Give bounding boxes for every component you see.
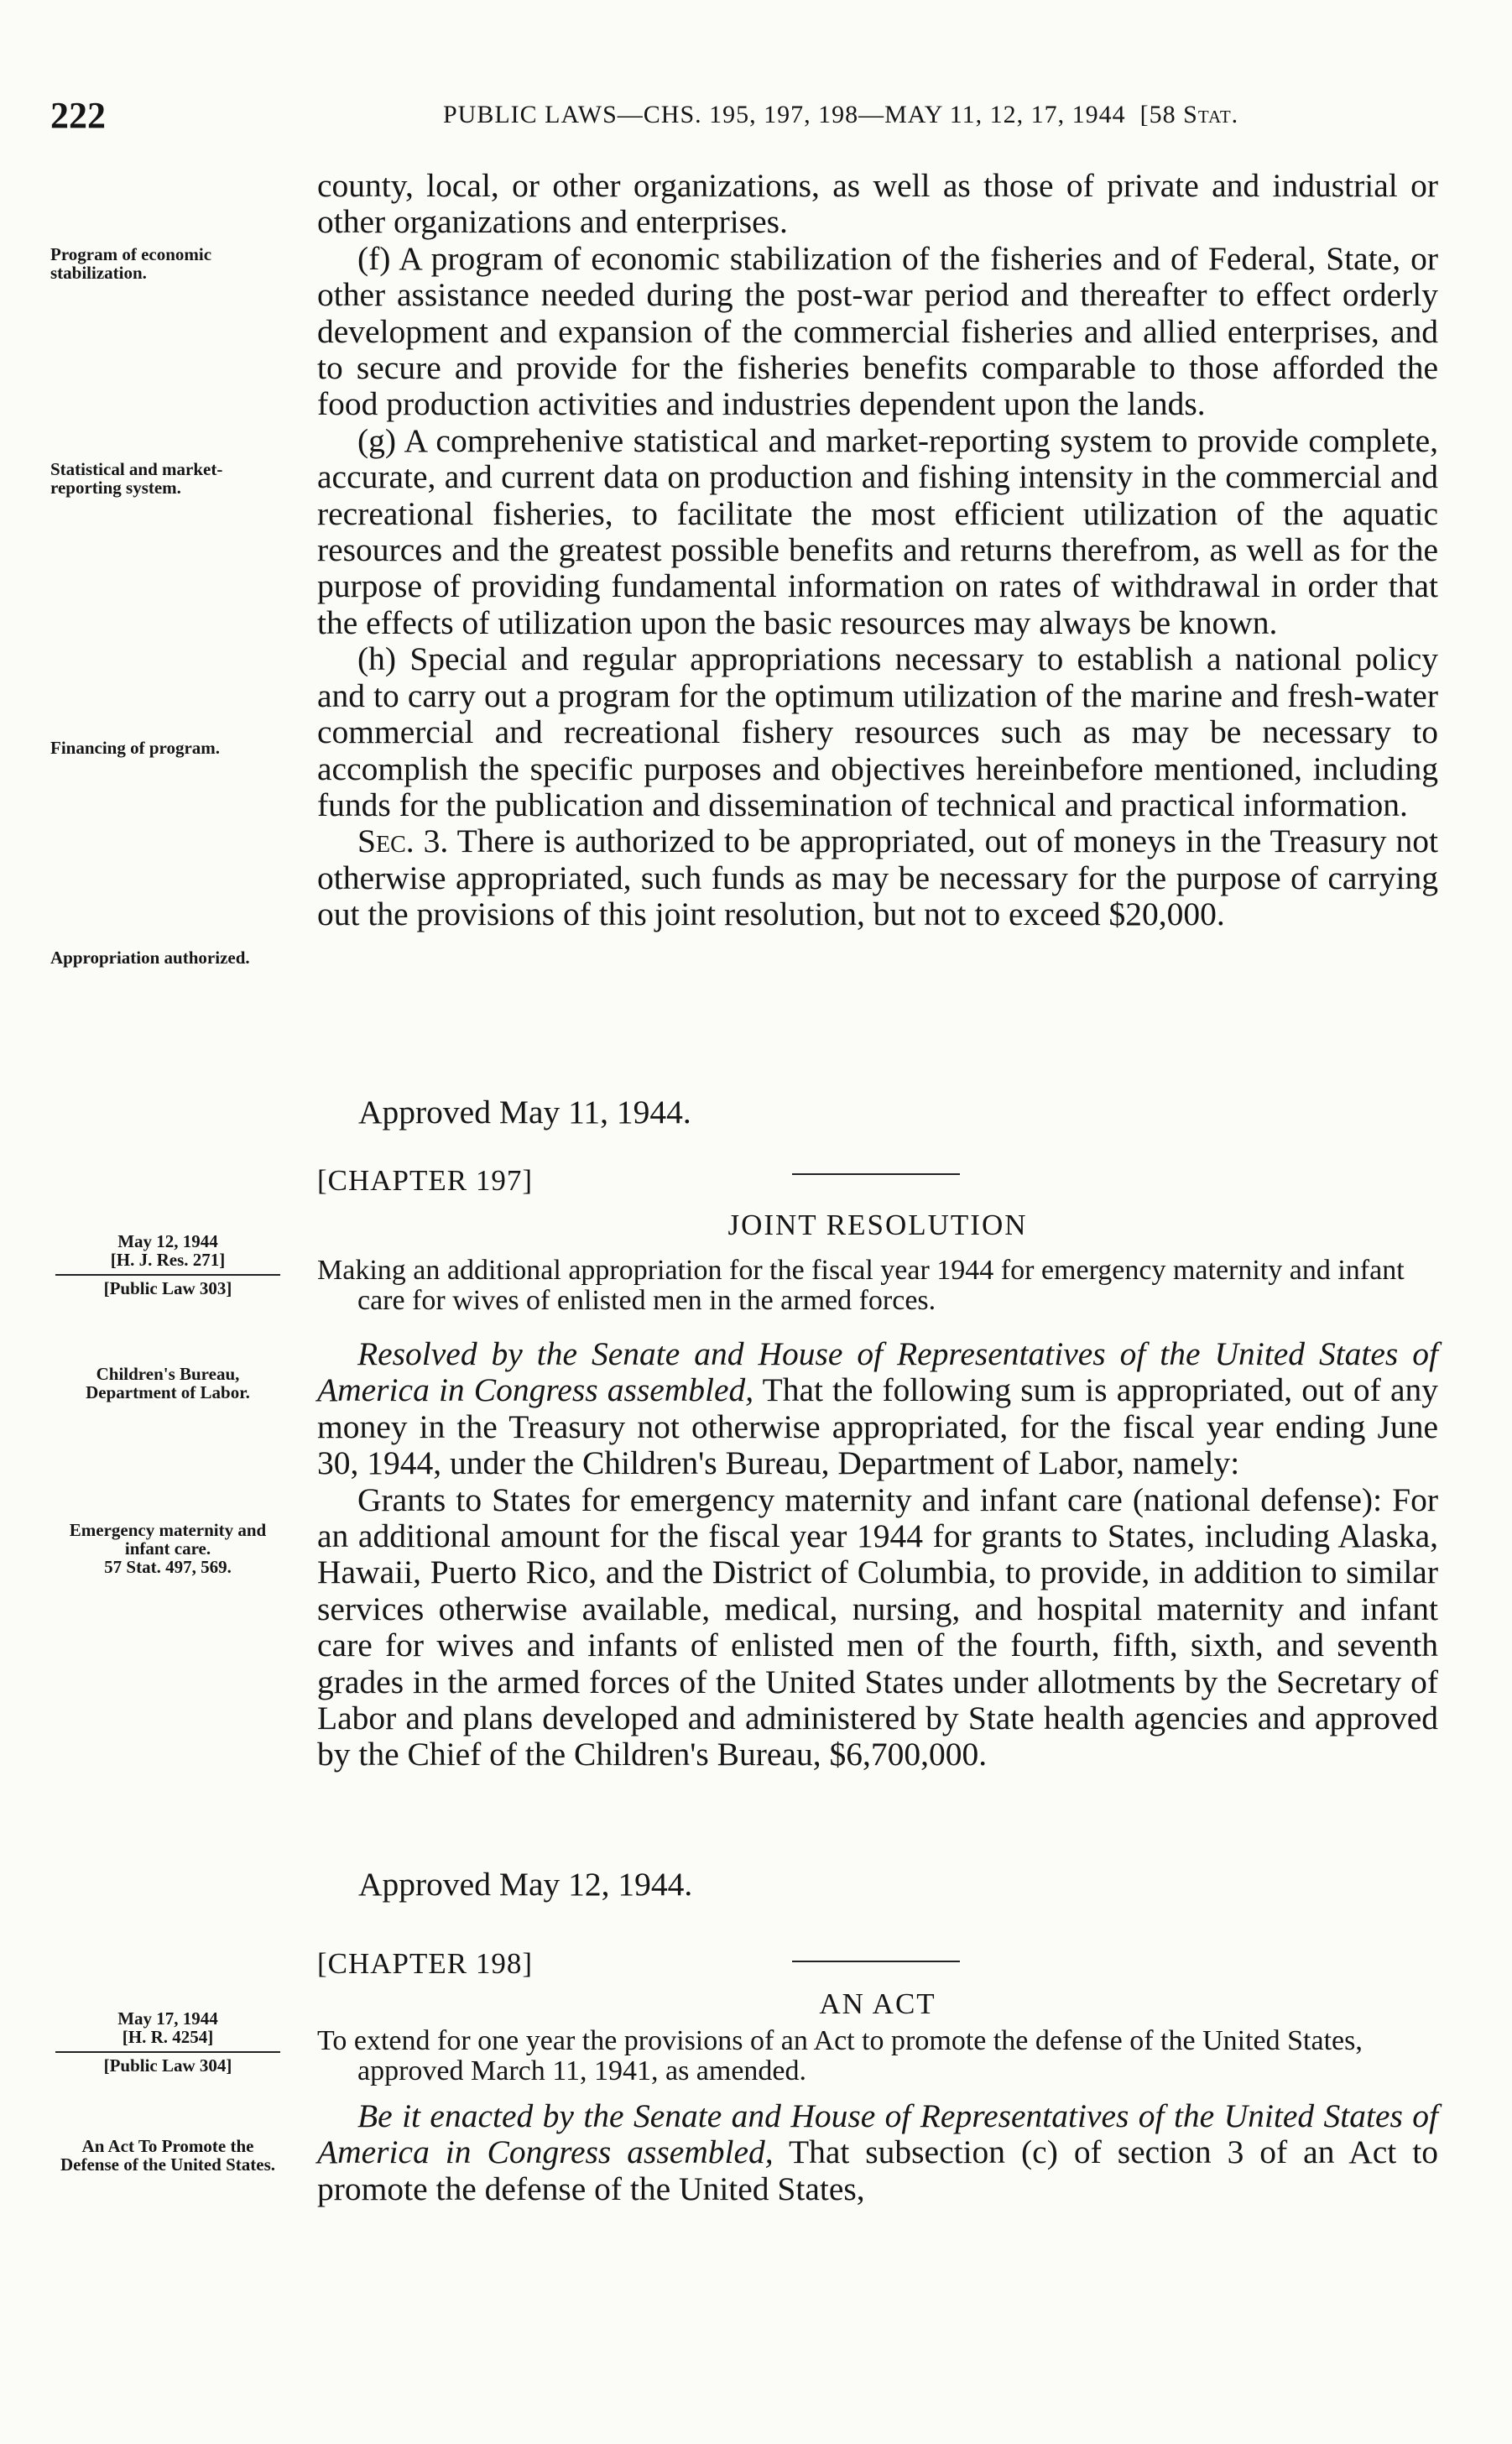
margin-note-financing: Financing of program. xyxy=(50,738,221,758)
enacting-clause-italic: Resolved by the Senate and House of Representatives of the United States of America in Congress assembled, xyxy=(317,1335,1438,1409)
margin-note-economic-stabilization: Program of economic stabilization. xyxy=(50,244,212,283)
margin-rule xyxy=(55,1274,280,1276)
ch197-resolution-number: [H. J. Res. 271] xyxy=(110,1250,226,1270)
approved-may-12: Approved May 12, 1944. xyxy=(358,1866,693,1903)
running-head xyxy=(443,101,1238,129)
emergency-care-note: Emergency maternity and infant care. xyxy=(69,1520,267,1559)
chapter-197-title-text: Making an additional appropriation for the fiscal year 1944 for emergency maternity and infant care for wives of enlisted men in the armed forces. xyxy=(317,1255,1405,1316)
chapter-198-title xyxy=(317,2026,1438,2086)
chapter-197-label: [CHAPTER 197] xyxy=(317,1164,534,1197)
chapter-197-enacting-clause xyxy=(317,1336,1438,1482)
ch198-public-law: [Public Law 304] xyxy=(103,2055,232,2076)
emergency-care-citation: 57 Stat. 497, 569. xyxy=(104,1557,232,1577)
margin-note-emergency-care xyxy=(50,1521,285,1576)
chapter-195-body xyxy=(317,168,1438,933)
margin-note-statistical-system: Statistical and market-reporting system. xyxy=(50,459,223,498)
section-3-text: There is authorized to be appropriated, out of moneys in the Treasury not otherwise appropriated, such funds as may be necessary for the purpose of carrying out the provisions of this joint resolution, but not to exceed $20,000. xyxy=(317,822,1439,933)
section-3 xyxy=(317,823,1438,932)
chapter-197-grants: Grants to States for emergency maternity and infant care (national defense): For an additional amount for the fiscal year 1944 for grants to States, including Alaska, Hawaii, Puerto Rico, and the District of Columbia, to provide, in addition to similar services otherwise available, medical, nursing, and hospital maternity and infant care for wives and infants of enlisted men of the fourth, fifth, sixth, and seventh grades in the armed forces of the United States under allotments by the Secretary of Labor and plans developed and administered by State health agencies and approved by the Chief of the Children's Bureau, $6,700,000. xyxy=(317,1480,1438,1773)
ch198-date: May 17, 1944 xyxy=(117,2008,218,2029)
margin-rule xyxy=(55,2051,280,2053)
paragraph-continuation: county, local, or other organizations, as well as those of private and industrial or other organizations and enterprises. xyxy=(317,167,1438,241)
chapter-197-heading: JOINT RESOLUTION xyxy=(727,1209,1028,1241)
chapter-198-title-text: To extend for one year the provisions of an Act to promote the defense of the United States, approved March 11, 1941, as amended. xyxy=(317,2025,1363,2086)
enacting-clause-text: That subsection (c) of section 3 of an Act to promote the defense of the United States, xyxy=(317,2133,1438,2207)
ch197-date: May 12, 1944 xyxy=(117,1231,218,1251)
chapter-198-body xyxy=(317,2098,1438,2207)
enacting-clause-text: That the following sum is appropriated, out of any money in the Treasury not otherwise appropriated, for the fiscal year ending June 30, 1944, under the Children's Bureau, Department of Labor, namely: xyxy=(317,1371,1438,1482)
paragraph-g: (g) A comprehenive statistical and market-reporting system to provide complete, accurate, and current data on production and fishing intensity in the commercial and recreational fisheries, to facilitate the most efficient utilization of the aquatic resources and the greatest possible benefits and returns therefrom, as well as for the purpose of providing fundamental information on rates of withdrawal in order that the effects of utilization upon the basic resources may always be known. xyxy=(317,421,1438,641)
paragraph-f: (f) A program of economic stabilization of the fisheries and of Federal, State, or other assistance needed during the post-war period and thereafter to effect orderly development and expansion of the commercial fisheries and allied enterprises, and to secure and provide for the fisheries benefits comparable to those afforded the food production activities and industries dependent upon the lands. xyxy=(317,239,1438,423)
chapter-198-enacting-clause xyxy=(317,2098,1438,2207)
approved-may-11: Approved May 11, 1944. xyxy=(358,1094,691,1131)
margin-note-ch198-info xyxy=(50,2009,285,2075)
heading-rule xyxy=(792,1173,960,1175)
margin-note-appropriation: Appropriation authorized. xyxy=(50,948,250,968)
running-head-main: PUBLIC LAWS—CHS. 195, 197, 198—MAY 11, 12, 17, 1944 xyxy=(443,101,1126,128)
margin-note-act-promote-defense: An Act To Promote the Defense of the United States. xyxy=(60,2136,276,2175)
enacting-clause-italic: Be it enacted by the Senate and House of Representatives of the United States of America in Congress assembled, xyxy=(317,2097,1438,2171)
ch198-bill-number: [H. R. 4254] xyxy=(122,2027,214,2047)
margin-note-childrens-bureau: Children's Bureau, Department of Labor. xyxy=(86,1364,250,1402)
running-head-volume: [58 xyxy=(1139,101,1176,128)
chapter-197-body xyxy=(317,1336,1438,1773)
chapter-197-title xyxy=(317,1256,1438,1316)
page-number: 222 xyxy=(50,95,106,136)
chapter-198-heading: AN ACT xyxy=(819,1987,936,2020)
ch197-public-law: [Public Law 303] xyxy=(103,1278,232,1298)
heading-rule xyxy=(792,1961,960,1962)
running-head-stat: Stat. xyxy=(1183,101,1239,128)
margin-note-ch197-info xyxy=(50,1232,285,1298)
paragraph-h: (h) Special and regular appropriations necessary to establish a national policy and to carry out a program for the optimum utilization of the marine and fresh-water commercial and recreational fishery resources such as may be necessary to accomplish the specific purposes and objectives hereinbefore mentioned, including funds for the publication and dissemination of technical and practical information. xyxy=(317,640,1438,823)
chapter-198-label: [CHAPTER 198] xyxy=(317,1947,534,1980)
section-3-label: Sec. 3. xyxy=(357,822,449,860)
